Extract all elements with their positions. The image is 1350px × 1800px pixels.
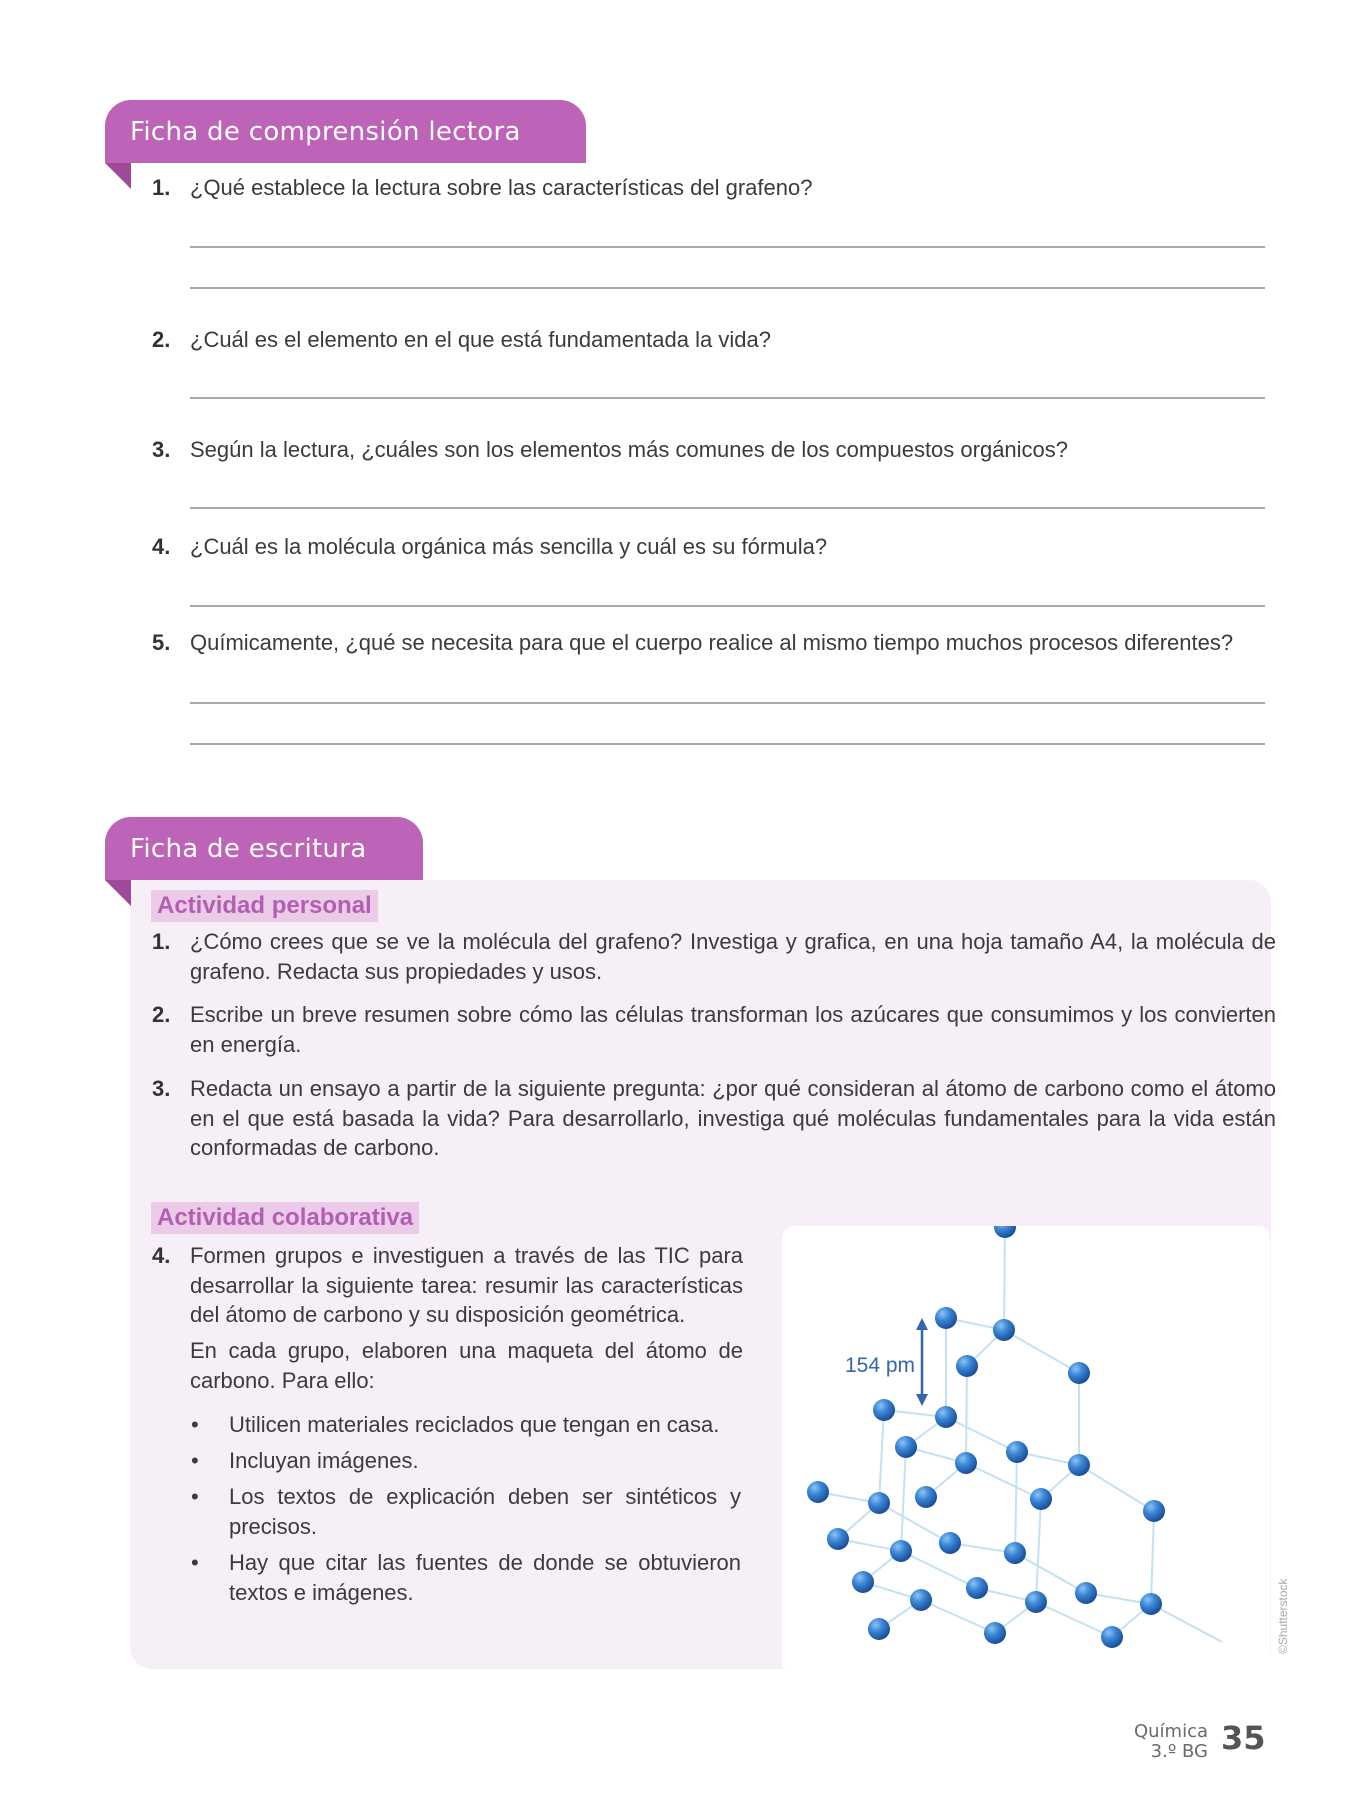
item-number: 1. [152,929,171,954]
bond-length-label: 154 pm [845,1354,916,1377]
bullet-item [191,1482,741,1541]
question-text: Químicamente, ¿qué se necesita para que el cuerpo realice al mismo tiempo muchos procesos diferentes? [190,630,1234,655]
bullet-icon: • [191,1484,199,1509]
bullet-text: Hay que citar las fuentes de donde se obtuvieron textos e imágenes. [229,1550,741,1605]
activity-collab-label: Actividad colaborativa [151,1202,419,1234]
footer-subject [1100,1722,1208,1762]
diamond-structure-figure [782,1226,1270,1674]
carbon-lattice-diagram [782,1226,1270,1674]
grade-label: 3.º BG [1150,1741,1208,1762]
bullet-icon: • [191,1448,199,1473]
bullet-item [191,1446,741,1476]
bond-length-arrow-icon [916,1318,928,1406]
bullet-item [191,1548,741,1607]
bullet-icon: • [191,1412,199,1437]
bonds [818,1227,1222,1642]
question-number: 4. [152,534,171,559]
item-number: 2. [152,1002,171,1027]
item-text: ¿Cómo crees que se ve la molécula del grafeno? Investiga y grafica, en una hoja tamaño A4, la molécula de grafeno. Redacta sus propiedades y usos. [190,929,1276,984]
tab-fold [105,163,131,189]
question-1 [152,175,813,201]
item-number: 3. [152,1076,171,1101]
tab-fold [105,880,131,906]
activity-item-2 [152,1000,1276,1059]
bullet-text: Incluyan imágenes. [229,1448,419,1473]
activity-item-3 [152,1074,1276,1163]
activity-personal-label: Actividad personal [151,890,378,922]
item-number: 4. [152,1243,171,1268]
answer-line[interactable] [190,507,1265,509]
answer-line[interactable] [190,605,1265,607]
activity-item-4 [152,1241,743,1330]
question-3 [152,437,1069,463]
answer-line[interactable] [190,743,1265,745]
item-text: Redacta un ensayo a partir de la siguiente pregunta: ¿por qué consideran al átomo de carbono como el átomo en el que está basada la vida? Para desarrollarlo, investiga qué moléculas fundamentales para la vida están conformadas de carbono. [190,1076,1276,1160]
section-title: Ficha de comprensión lectora [130,116,521,147]
activity-item-4-continuation [190,1336,743,1395]
item-text: Formen grupos e investiguen a través de las TIC para desarrollar la siguiente tarea: resumir las características del átomo de carbono y su disposición geométrica. [190,1243,743,1327]
image-credit: ©Shutterstock [1276,1578,1290,1654]
item-text: En cada grupo, elaboren una maqueta del átomo de carbono. Para ello: [190,1338,743,1393]
answer-line[interactable] [190,287,1265,289]
question-number: 3. [152,437,171,462]
section-title: Ficha de escritura [130,833,367,864]
question-2 [152,327,771,353]
question-number: 5. [152,630,171,655]
question-number: 1. [152,175,171,200]
answer-line[interactable] [190,702,1265,704]
question-text: Según la lectura, ¿cuáles son los elementos más comunes de los compuestos orgánicos? [190,437,1069,462]
page-number: 35 [1221,1719,1266,1757]
question-5 [152,630,1234,656]
subject-name: Química [1133,1721,1208,1742]
question-text: ¿Cuál es el elemento en el que está fundamentada la vida? [190,327,771,352]
question-number: 2. [152,327,171,352]
bullet-item [191,1410,741,1440]
question-text: ¿Qué establece la lectura sobre las características del grafeno? [190,175,813,200]
section-tab-comprension [105,100,586,163]
answer-line[interactable] [190,397,1265,399]
section-tab-escritura [105,817,423,880]
item-text: Escribe un breve resumen sobre cómo las células transforman los azúcares que consumimos y los convierten en energía. [190,1002,1276,1057]
bullet-text: Los textos de explicación deben ser sintéticos y precisos. [229,1484,741,1539]
answer-line[interactable] [190,246,1265,248]
question-text: ¿Cuál es la molécula orgánica más sencilla y cuál es su fórmula? [190,534,828,559]
question-4 [152,534,828,560]
bullet-text: Utilicen materiales reciclados que tengan en casa. [229,1412,720,1437]
bullet-icon: • [191,1550,199,1575]
activity-item-1 [152,927,1276,986]
